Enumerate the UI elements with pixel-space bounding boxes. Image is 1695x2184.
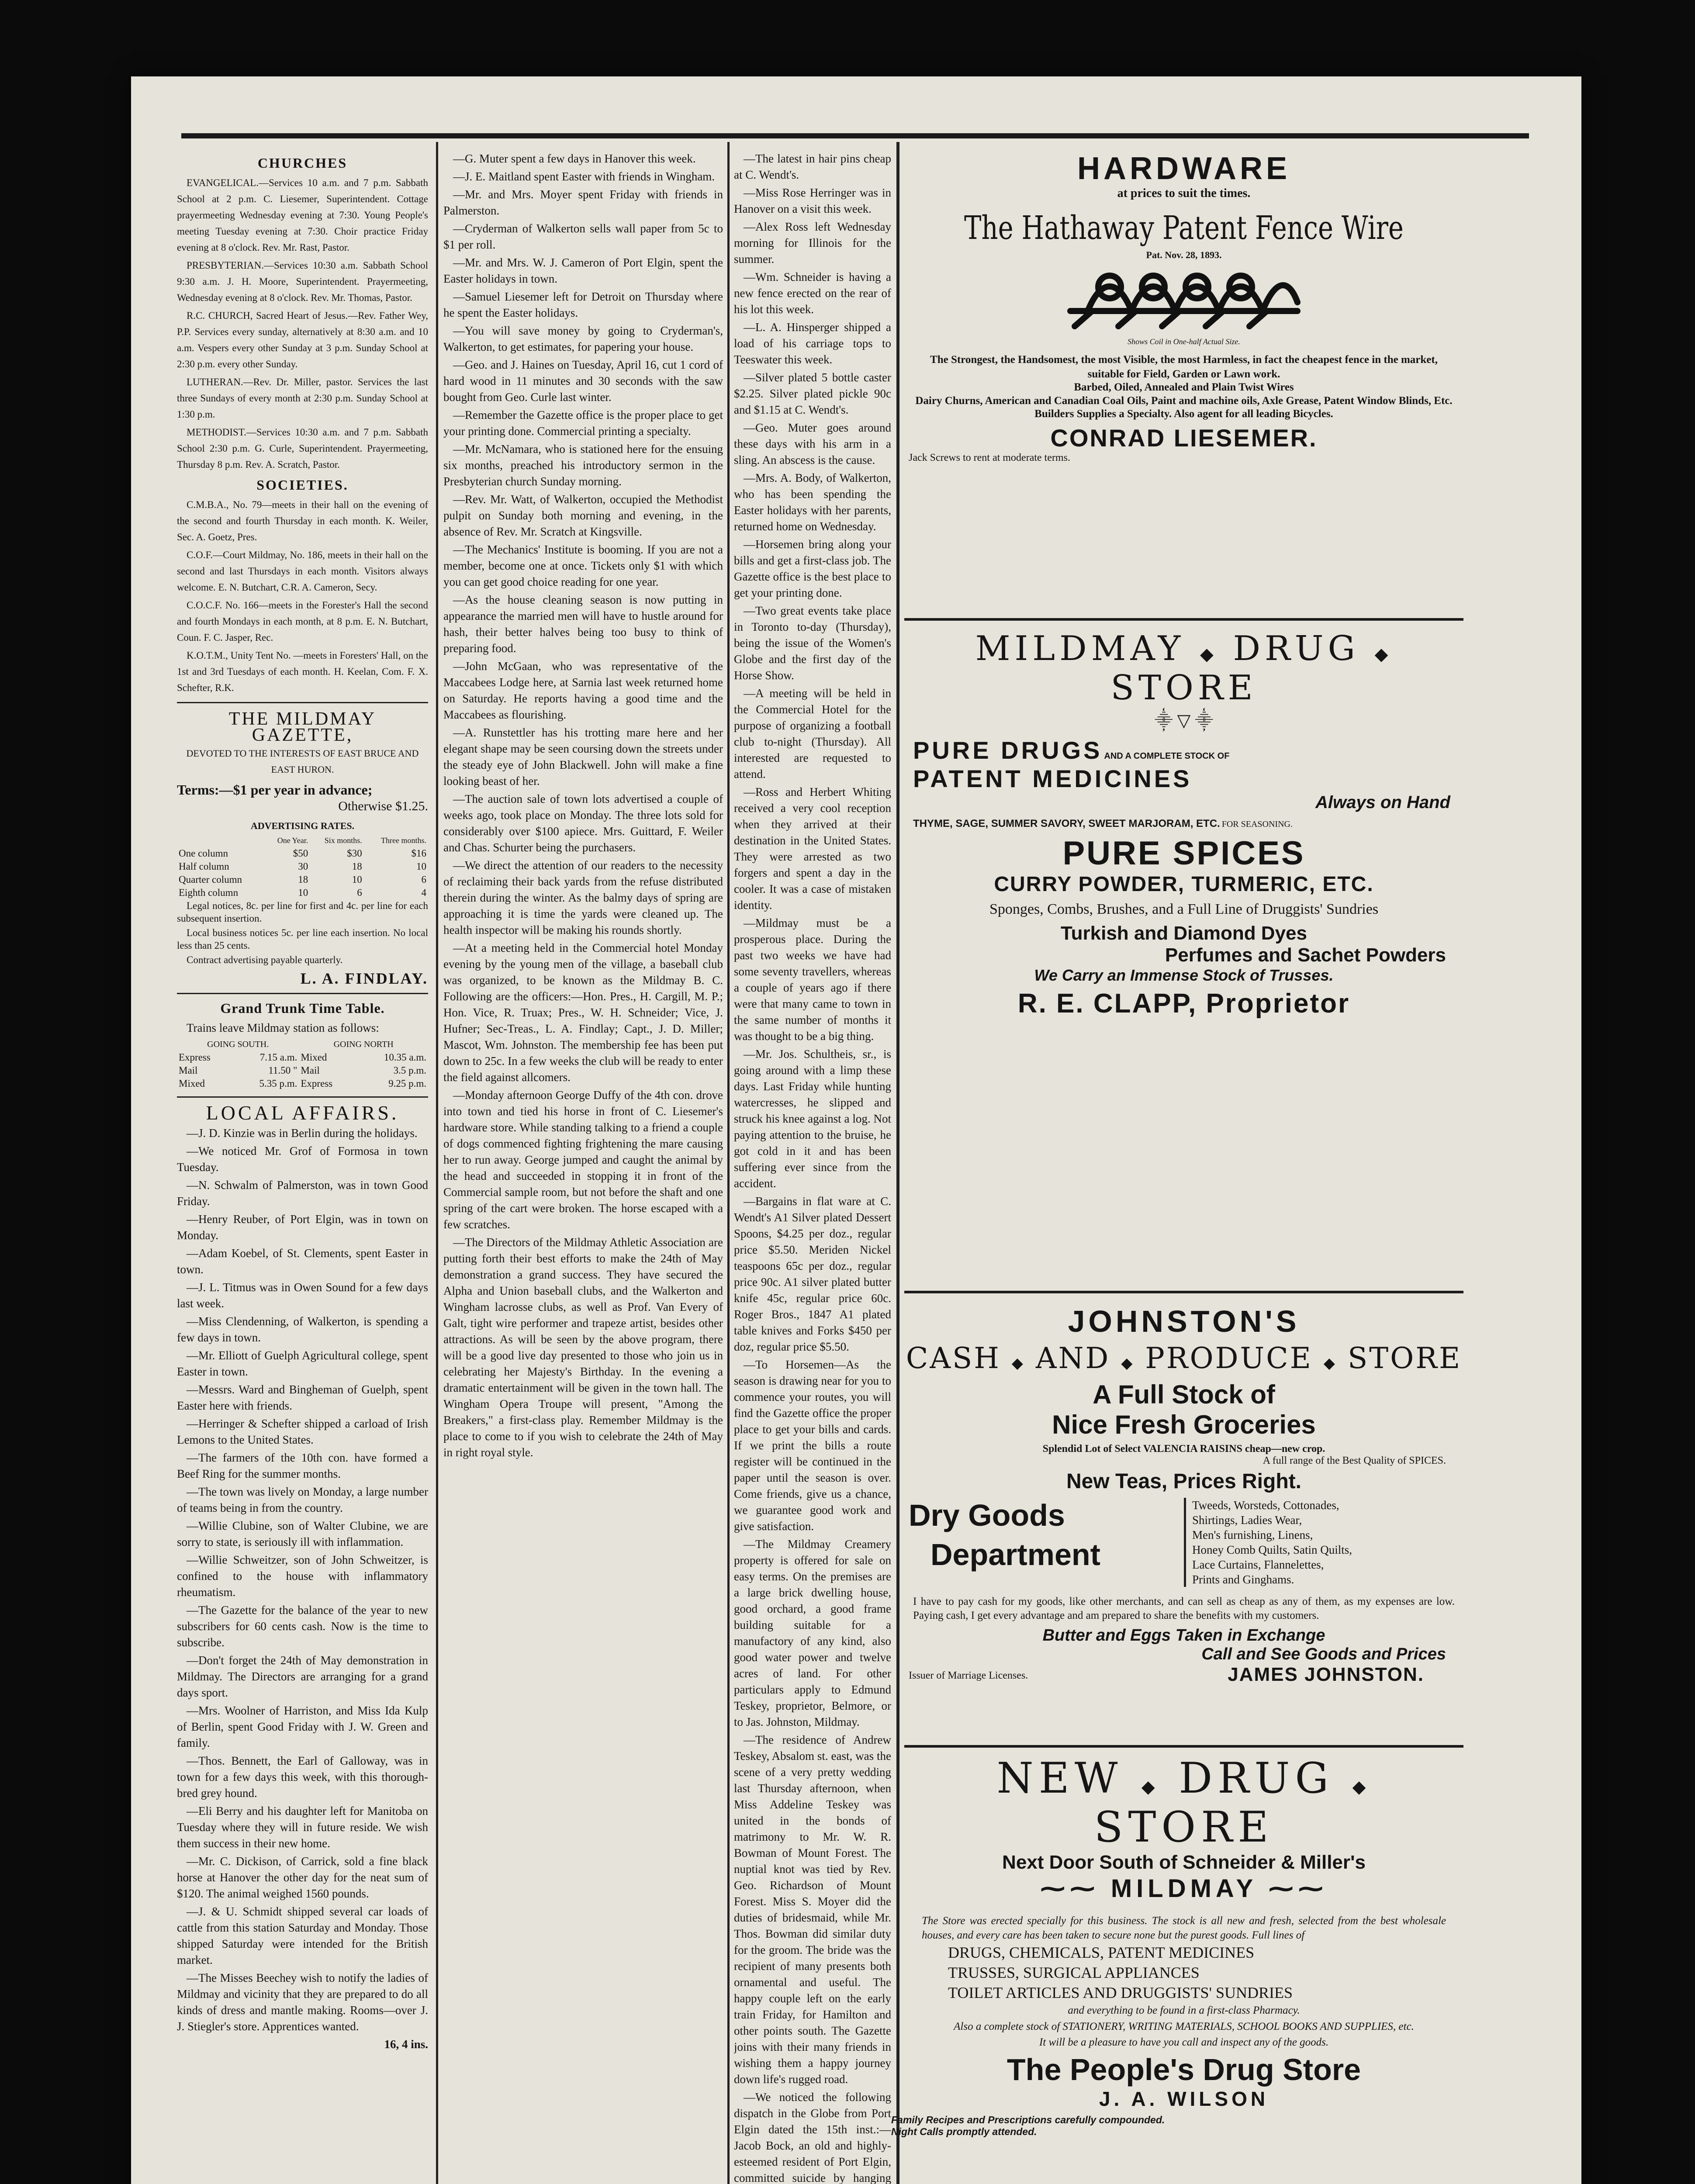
rate-row [177,860,428,873]
church-listing: LUTHERAN.—Rev. Dr. Miller, pastor. Services the last three Sundays of every month at 2:30 p.m. Sunday School at 1:30 p.m. [177,377,428,420]
ad-divider [904,618,1463,621]
society-listing: K.O.T.M., Unity Tent No. —meets in Foresters' Hall, on the 1st and 3rd Tuesdays of each month. H. Keelan, Com. F. X. Schefter, R.K. [177,650,428,693]
word-drug: DRUG [1179,1754,1334,1803]
rate-cell: $50 [293,848,308,859]
cash-policy: I have to pay cash for my goods, like other merchants, and can sell as cheap as any of them, as my expenses are low. Paying cash, I get every advantage and am prepared to share the benefits with my customers. [913,1596,1455,1621]
news-item: —A. Runstettler has his trotting mare here and her elegant shape may be seen coursing down the streets under the steady eye of John Blackwell. John will make a fine looking beast of her. [443,726,723,788]
news-item: —John McGaan, who was representative of the Maccabees Lodge here, at Sarnia last week returned home on Saturday. He reports having a good time and the Maccabees as flourishing. [443,660,723,721]
patent-date: Pat. Nov. 28, 1893. [1146,249,1222,260]
ad-divider [904,1745,1463,1748]
news-item: —J. E. Maitland spent Easter with friends in Wingham. [453,170,715,183]
rate-cell: 6 [421,874,426,885]
night-calls-line: Night Calls promptly attended. [891,2126,1037,2137]
local-item: —Don't forget the 24th of May demonstration in Mildmay. The Directors are arranging for a grand days sport. [177,1654,428,1699]
dry-goods-heading: Dry Goods [909,1498,1065,1532]
new-drug-store-ad [891,1754,1463,2138]
hardware-body-4: Builders Supplies a Specialty. Also agent for all leading Bicycles. [1034,408,1333,420]
rate-cell: 6 [357,887,362,898]
rate-cell: 18 [298,874,308,885]
terms-line-1: Terms:—$1 per year in advance; [177,782,373,798]
advertising-note: Contract advertising payable quarterly. [187,954,343,965]
news-item: —L. A. Hinsperger shipped a load of his carriage tops to Teeswater this week. [734,321,891,366]
local-item: —Adam Koebel, of St. Clements, spent Easter in town. [177,1247,428,1276]
local-item: —Miss Clendenning, of Walkerton, is spending a few days in town. [177,1315,428,1344]
news-item: —Alex Ross left Wednesday morning for Illinois for the summer. [734,220,891,266]
local-item: —The town was lively on Monday, a large number of teams being in from the country. [177,1485,428,1514]
diamond-icon: ◆ [1352,1777,1371,1797]
peoples-drug-store: The People's Drug Store [1007,2053,1361,2087]
news-item: —Mr. McNamara, who is stationed here for the ensuing six months, preached his introductory sermon in the Presbyterian church Sunday morning. [443,442,723,488]
advertising-header-row [177,834,428,847]
gazette-title: THE MILDMAY GAZETTE, [228,709,377,745]
call-see-line: Call and See Goods and Prices [1201,1645,1446,1663]
news-item: —The Mildmay Creamery property is offered for sale on easy terms. On the premises are a large brick dwelling house, good orchard, a good frame building suitable for a manufactory of any kind, also good water power and twelve acres of land. For other particulars apply to Edmund Teskey, proprietor, Belmore, or to Jas. Johnston, Mildmay. [734,1538,891,1728]
rate-column-header [177,834,265,847]
hardware-footer: Jack Screws to rent at moderate terms. [909,452,1070,463]
going-north-label: GOING NORTH [333,1040,394,1049]
top-rule [181,133,1529,138]
rate-cell: 10 [298,887,308,898]
church-listing: PRESBYTERIAN.—Services 10:30 a.m. Sabbath School 9:30 a.m. J. H. Moore, Superintendent. Prayermeeting, Wednesday evening at 8 o'clock. Rev. Mr. Thomas, Pastor. [177,260,428,303]
department-heading: Department [931,1538,1100,1572]
advertising-notes [177,899,428,966]
train-cell: Mixed [301,1052,327,1063]
news-item: —The Directors of the Mildmay Athletic Association are putting forth their best efforts to make the 24th of May demonstration a grand success. They have secured the Alpha and Union baseball clubs, and the Walkerton and Wingham lacrosse clubs, as well as Prof. Van Every of Galt, tight wire performer and trapeze artist, besides other attractions. As will be seen by the above program, there will be a good live day presented to those who join us in celebrating her Majesty's Birthday. In the evening a dramatic entertainment will be given in the town hall. The Wingham Opera Troupe will present, "Among the Breakers," a first-class play. Remember Mildmay is the place to come to if you wish to celebrate the 24th of May in right royal style. [443,1236,723,1459]
patent-medicines: PATENT MEDICINES [913,765,1192,792]
column-2 [443,151,723,2184]
trusses-line: We Carry an Immense Stock of Trusses. [1034,966,1334,984]
column-rule-2 [727,142,730,2184]
new-drug-proprietor: J. A. WILSON [1099,2087,1269,2110]
rate-row [177,886,428,899]
divider [177,702,428,703]
news-item: —Mildmay must be a prosperous place. During the past two weeks we have had some seventy travellers, whereas a couple of years ago if there were that many came to town in the same number of months it was thought to be a big thing. [734,916,891,1043]
diamond-icon: ◆ [1200,644,1218,664]
rate-column-header: Six months. [324,836,362,845]
news-item: —Mrs. A. Body, of Walkerton, who has been spending the Easter holidays with her parents, returned home on Wednesday. [734,471,891,533]
rate-column-header: One Year. [277,836,308,845]
word-store: STORE [1094,1803,1274,1852]
recipes-line: Family Recipes and Prescriptions carefully compounded. [891,2114,1165,2125]
rate-cell: $30 [347,848,362,859]
local-item: —Messrs. Ward and Bingheman of Guelph, spent Easter here with friends. [177,1383,428,1412]
local-items [177,1125,428,2035]
train-cell: 7.15 a.m. [259,1052,297,1063]
train-cell: 9.25 p.m. [388,1078,426,1089]
invitation-line: It will be a pleasure to have you call and inspect any of the goods. [1039,2036,1329,2048]
church-listing: METHODIST.—Services 10:30 a.m. and 7 p.m. Sabbath School 2:30 p.m. G. Curle, Superintendent. Prayermeeting, Thursday 8 p.m. Rev. A. Scratch, Pastor. [177,427,428,470]
train-row [177,1077,428,1090]
news-item: —Rev. Mr. Watt, of Walkerton, occupied the Methodist pulpit on Sunday both morning and evening, in the absence of Rev. Mr. Scratch at Kingsville. [443,493,723,538]
churches-list [177,175,428,473]
local-item: —J. D. Kinzie was in Berlin during the holidays. [187,1127,418,1140]
marriage-licenses: Issuer of Marriage Licenses. [909,1670,1028,1681]
curry-powder: CURRY POWDER, TURMERIC, ETC. [994,873,1374,896]
newspaper-page [131,76,1581,2184]
local-item: —The Gazette for the balance of the year to new subscribers for 60 cents cash. Now is the time to subscribe. [177,1603,428,1649]
news-item: —A meeting will be held in the Commercial Hotel for the purpose of organizing a football club to-night (Thursday). All interested are requested to attend. [734,687,891,781]
rate-cell: 10 [352,874,362,885]
rate-cell: One column [179,848,228,859]
hardware-title: HARDWARE [1077,151,1290,186]
train-row [177,1051,428,1064]
dry-goods-list [1184,1498,1352,1587]
johnston-proprietor: JAMES JOHNSTON. [1228,1664,1424,1685]
spices-line: A full range of the Best Quality of SPICES. [1263,1455,1446,1466]
local-item: —We noticed Mr. Grof of Formosa in town Tuesday. [177,1144,428,1174]
column-1 [177,151,428,2184]
word-store: STORE [1347,1341,1462,1375]
train-cell: 10.35 a.m. [384,1052,426,1063]
news-item: —The auction sale of town lots advertised a couple of weeks ago, took place on Monday. The three lots sold for considerably over $100 apiece. Mrs. Guittard, F. Weiler and Chas. Schurter being the purchasers. [443,792,723,854]
train-cell: Mixed [179,1078,205,1089]
place-name: MILDMAY [1110,1874,1257,1903]
advertising-heading: ADVERTISING RATES. [250,820,355,831]
word-cash: CASH [906,1341,1001,1375]
rate-cell: 10 [416,861,426,872]
rate-cell: Eighth column [179,887,239,898]
news-item: —Horsemen bring along your bills and get a first-class job. The Gazette office is the best place to get your printing done. [734,538,891,599]
news-item: —Samuel Liesemer left for Detroit on Thursday where he spent the Easter holidays. [443,290,723,319]
ornament-icon: ⸎ ▽ ⸎ [1154,711,1214,730]
church-listing: R.C. CHURCH, Sacred Heart of Jesus.—Rev. Father Wey, P.P. Services every sunday, alternatively at 8:30 a.m. and 10 a.m. Vespers every other Sunday at 3 p.m. Sunday School at 2:30 p.m. every other Sunday. [177,310,428,370]
word-and: AND [1035,1341,1110,1375]
johnston-footer [904,1664,1463,1690]
hardware-subtitle: at prices to suit the times. [1117,187,1251,200]
column-2-items [443,151,723,1461]
train-cell: 11.50 " [268,1065,297,1076]
news-item: —G. Muter spent a few days in Hanover this week. [453,152,696,165]
perfumes-line: Perfumes and Sachet Powders [1165,944,1446,966]
local-item: —J. L. Titmus was in Owen Sound for a few days last week. [177,1281,428,1310]
pharmacy-line: and everything to be found in a first-class Pharmacy. [1068,2004,1300,2016]
news-item: —Monday afternoon George Duffy of the 4th con. drove into town and tied his horse in front of C. Liesemer's hardware store. While standing talking to a friend a couple of dogs commenced fighting frightening the mare causing her to run away. George jumped and caught the animal by the head and succeeded in stopping it in front of the Commercial sample room, but not before the shaft and one spring of the cart were broken. The horse escaped with a few scratches. [443,1089,723,1231]
johnstons-title: JOHNSTON'S [1068,1304,1300,1338]
local-item: —Willie Schweitzer, son of John Schweitzer, is confined to the house with inflammatory rheumatism. [177,1553,428,1599]
news-item: —Geo. Muter goes around these days with his arm in a sling. An abscess is the cause. [734,421,891,467]
dry-goods-item: Lace Curtains, Flannelettes, [1192,1558,1324,1571]
store-description: The Store was erected specially for this business. The stock is all new and fresh, selected from the best wholesale houses, and every care has been taken to secure none but the purest goods. Full lines of [922,1915,1446,1941]
dry-goods-item: Shirtings, Ladies Wear, [1192,1514,1302,1527]
diamond-icon: ◆ [1374,644,1393,664]
sponges-line: Sponges, Combs, Brushes, and a Full Line of Druggists' Sundries [989,901,1379,917]
butter-eggs-line: Butter and Eggs Taken in Exchange [1042,1626,1325,1645]
divider [177,1096,428,1098]
new-teas-line: New Teas, Prices Right. [1066,1470,1301,1493]
news-item: —Wm. Schneider is having a new fence erected on the rear of his lot this week. [734,270,891,316]
gazette-subtitle: DEVOTED TO THE INTERESTS OF EAST BRUCE AND EAST HURON. [186,748,419,775]
stationery-line: Also a complete stock of STATIONERY, WRITING MATERIALS, SCHOOL BOOKS AND SUPPLIES, etc. [954,2021,1414,2032]
herbs-line [913,818,1463,830]
news-item: —The latest in hair pins cheap at C. Wendt's. [734,152,891,181]
local-item: —The Misses Beechey wish to notify the ladies of Mildmay and vicinity that they are prepared to do all kinds of dress and mantle making. Rooms—over J. J. Stiegler's store. Apprentices wanted. [177,1971,428,2033]
local-item: —Mr. C. Dickison, of Carrick, sold a fine black horse at Hanover the other day for the neat sum of $120. The animal weighed 1560 pounds. [177,1855,428,1900]
news-item: —Mr. Jos. Schultheis, sr., is going around with a limp these days. Last Friday while hunting watercresses, he slipped and struck his knee against a log. Not paying attention to the bruise, he got cold in it and has been suffering ever since from the accident. [734,1047,891,1190]
word-produce: PRODUCE [1145,1341,1313,1375]
society-listing: C.M.B.A., No. 79—meets in their hall on the evening of the second and fourth Thursday in each month. K. Weiler, Sec. A. Goetz, Pres. [177,499,428,543]
cash-produce-store [904,1341,1463,1375]
complete-stock-text: AND A COMPLETE STOCK OF [1104,751,1230,761]
society-listing: C.O.C.F. No. 166—meets in the Forester's Hall the second and fourth Mondays in each month, at 8 p.m. E. N. Butchart, Coun. F. C. Jasper, Rec. [177,600,428,643]
train-cell: Express [301,1078,333,1089]
news-item: —The residence of Andrew Teskey, Absalom st. east, was the scene of a very pretty wedding last Thursday afternoon, when Miss Addeline Teskey was united in the bonds of matrimony to Mr. W. R. Bowman of Mount Forest. The nuptial knot was tied by Rev. Geo. Richardson of Mount Forest. Miss S. Moyer did the duties of bridesmaid, while Mr. Thos. Bowman did similar duty for the groom. The bride was the recipient of many presents both ornamental and useful. The happy couple left on the early train Friday, for Hamilton and other points south. The Gazette joins with their many friends in wishing them a happy journey down life's rugged road. [734,1733,891,2086]
timetable-intro: Trains leave Mildmay station as follows: [187,1021,379,1034]
product-lines [948,1942,1463,2003]
news-item: —Remember the Gazette office is the proper place to get your printing done. Commercial printing a specialty. [443,408,723,438]
advertising-note: Legal notices, 8c. per line for first and 4c. per line for each subsequent insertion. [177,900,428,924]
terms-line-2: Otherwise $1.25. [338,799,428,813]
local-affairs-heading: LOCAL AFFAIRS. [206,1102,399,1124]
pure-spices: PURE SPICES [1062,835,1305,872]
full-stock-line: A Full Stock of [1093,1380,1275,1409]
news-item: —We direct the attention of our readers to the necessity of reclaiming their back yards from the refuse distributed therein during the winter. As the balmy days of spring are approaching it is time the yards were cleaned up. The health inspector will be making his rounds shortly. [443,859,723,936]
local-item: —The farmers of the 10th con. have formed a Beef Ring for the summer months. [177,1451,428,1480]
pure-drugs-line [913,736,1463,764]
dry-goods-item: Honey Comb Quilts, Satin Quilts, [1192,1543,1353,1556]
divider [177,993,428,994]
title-word-drug: DRUG [1233,629,1359,668]
news-item: —Geo. and J. Haines on Tuesday, April 16, cut 1 cord of hard wood in 11 minutes and 30 seconds with the saw bought from Geo. Curle last winter. [443,358,723,404]
advertising-note: Local business notices 5c. per line each insertion. No local less than 25 cents. [177,927,428,951]
advertisements [891,151,1463,2184]
local-item: —Thos. Bennett, the Earl of Galloway, was in town for a few days this week, with this thorough-bred grey hound. [177,1754,428,1800]
local-item: —Mr. Elliott of Guelph Agricultural college, spent Easter in town. [177,1349,428,1378]
local-item: —Eli Berry and his daughter left for Manitoba on Tuesday where they will in future reside. We wish them success in their new home. [177,1804,428,1850]
rate-row [177,873,428,886]
news-item: —To Horsemen—As the season is drawing near for you to commence your routes, you will find the Gazette office the proper place to get your bills and cards. If we print the bills a route register will be continued in the paper until the season is over. Come friends, give us a chance, we guarantee good work and give satisfaction. [734,1358,891,1533]
train-row [177,1064,428,1077]
local-item: —Herringer & Schefter shipped a carload of Irish Lemons to the United States. [177,1417,428,1446]
local-item: —J. & U. Schmidt shipped several car loads of cattle from this station Saturday and Monday. Those shipped Saturday were intended for the British market. [177,1905,428,1966]
train-cell: 3.5 p.m. [393,1065,426,1076]
fence-wire-headline: The Hathaway Patent Fence Wire [964,209,1404,247]
fence-wire-illustration [1062,261,1306,335]
illustration-caption: Shows Coil in One-half Actual Size. [1128,337,1240,346]
ornament-icon: ⁓⁓ [1268,1874,1328,1903]
rate-cell: Half column [179,861,229,872]
pure-drugs-text: PURE DRUGS [913,736,1103,764]
ornament-icon: ⁓⁓ [1040,1874,1100,1903]
raisins-line: Splendid Lot of Select VALENCIA RAISINS cheap—new crop. [1042,1443,1325,1455]
society-listing: C.O.F.—Court Mildmay, No. 186, meets in their hall on the second and last Thursdays in each month. Visitors always welcome. E. N. Butchart, C.R. A. Cameron, Secy. [177,549,428,593]
new-drug-store-title [904,1754,1463,1852]
local-item: —Willie Clubine, son of Walter Clubine, we are sorry to state, is seriously ill with inflammation. [177,1519,428,1548]
publisher-name: L. A. FINDLAY. [300,970,428,987]
mildmay-drug-ad [904,629,1463,1019]
train-cell: Express [179,1052,211,1063]
dry-goods-item: Men's furnishing, Linens, [1192,1528,1313,1541]
advertising-rates-table [177,834,428,899]
hardware-body-3: Dairy Churns, American and Canadian Coal Oils, Paint and machine oils, Axle Grease, Patent Window Blinds, Etc. [915,395,1453,407]
rate-column-header: Three months. [381,836,426,845]
news-item: —The Mechanics' Institute is booming. If you are not a member, become one at once. Tickets only $1 with which you can get good choice reading for one year. [443,543,723,588]
column-rule-3 [896,142,899,2184]
news-item: —Miss Rose Herringer was in Hanover on a visit this week. [734,186,891,215]
herbs-text: THYME, SAGE, SUMMER SAVORY, SWEET MARJORAM, ETC. [913,818,1220,829]
societies-list [177,497,428,696]
column-3-text [734,151,891,2184]
timetable-heading: Grand Trunk Time Table. [220,1000,385,1016]
local-item: —N. Schwalm of Palmerston, was in town Good Friday. [177,1178,428,1208]
news-item: —Silver plated 5 bottle caster $2.25. Silver plated pickle 90c and $1.15 at C. Wendt's. [734,371,891,416]
news-item: —At a meeting held in the Commercial hotel Monday evening by the young men of the village, a baseball club was organized, to be known as the Mildmay B. C. Following are the officers:—Hon. Pres., H. Cargill, M. P.; Hon. Vice, R. Truax; Pres., W. H. Schneider; Vice, J. Hufner; Sec-Treas., L. A. Findlay; Capt., J. D. Miller; Mascot, Wm. Johnston. The membership fee has been put down to 25c. In a few weeks the club will be ready to enter the field against allcomers. [443,941,723,1084]
rate-cell: Quarter column [179,874,242,885]
drug-proprietor: R. E. CLAPP, Proprietor [1017,988,1350,1019]
news-item: —As the house cleaning season is now putting in appearance the married men will have to hustle around for hash, their better halves being too busy to think of preparing food. [443,593,723,655]
going-south-label: GOING SOUTH. [207,1040,269,1049]
johnstons-ad [904,1304,1463,1690]
news-item: —You will save money by going to Cryderman's, Walkerton, to get estimates, for papering your house. [443,324,723,353]
diamond-icon: ◆ [1141,1777,1160,1797]
hardware-ad [904,151,1463,464]
news-item: —Mr. and Mrs. Moyer spent Friday with friends in Palmerston. [443,188,723,217]
news-item: —We noticed the following dispatch in the Globe from Port Elgin dated the 15th inst.:—Jacob Bock, an old and highly-esteemed resident of Port Elgin, committed suicide by hanging [734,2091,891,2184]
seasoning-text: FOR SEASONING. [1221,819,1293,829]
word-new: NEW [996,1754,1123,1803]
title-word-store: STORE [1110,668,1257,708]
societies-heading: SOCIETIES. [256,477,349,493]
product-line: DRUGS, CHEMICALS, PATENT MEDICINES [948,1944,1255,1961]
diamond-icon: ◆ [1121,1355,1135,1372]
groceries-line: Nice Fresh Groceries [1052,1410,1316,1439]
diamond-icon: ◆ [1323,1355,1337,1372]
hardware-proprietor: CONRAD LIESEMER. [1050,424,1318,452]
column-3-items [734,151,891,2184]
local-item: —Henry Reuber, of Port Elgin, was in town on Monday. [177,1213,428,1242]
train-cell: 5.35 p.m. [259,1078,297,1089]
rate-cell: 18 [352,861,362,872]
dry-goods-block [904,1498,1463,1590]
churches-heading: CHURCHES [257,155,348,171]
news-item: —Cryderman of Walkerton sells wall paper from 5c to $1 per roll. [443,222,723,251]
church-listing: EVANGELICAL.—Services 10 a.m. and 7 p.m. Sabbath School at 2 p.m. C. Liesemer, Superintendent. Cottage prayermeeting Wednesday evening at 7:30. Young People's meeting Tuesday evening at 7:30. Choir practice Friday evening at 8 o'clock. Rev. Mr. Rast, Pastor. [177,177,428,253]
news-item: —Bargains in flat ware at C. Wendt's A1 Silver plated Dessert Spoons, $4.25 per doz., regular price $5.50. Meriden Nickel teaspoons 65c per doz., regular price 90c. A1 silver plated butter knife 45c, regular price 60c. Roger Bros., 1847 A1 plated table knives and Forks $450 per doz, regular price $5.50. [734,1195,891,1353]
product-line: TRUSSES, SURGICAL APPLIANCES [948,1964,1200,1981]
rate-cell: 30 [298,861,308,872]
news-item: —Two great events take place in Toronto to-day (Thursday), being the issue of the Women's Globe and the first day of the Horse Show. [734,604,891,682]
dry-goods-item: Prints and Ginghams. [1192,1573,1294,1586]
local-item: —Mrs. Woolner of Harriston, and Miss Ida Kulp of Berlin, spent Good Friday with J. W. Green and family. [177,1704,428,1749]
rate-row [177,847,428,860]
train-cell: Mail [301,1065,320,1076]
product-line: TOILET ARTICLES AND DRUGGISTS' SUNDRIES [948,1984,1293,2001]
location-line: Next Door South of Schneider & Miller's [1002,1852,1366,1873]
column-rule-1 [436,142,438,2184]
hardware-body-1: The Strongest, the Handsomest, the most Visible, the most Harmless, in fact the cheapest fence in the market, suitable for Field, Garden or Lawn work. [930,354,1438,380]
rate-cell: 4 [421,887,426,898]
title-word-mildmay: MILDMAY [975,629,1185,668]
news-item: —Mr. and Mrs. W. J. Cameron of Port Elgin, spent the Easter holidays in town. [443,256,723,285]
ad-divider [904,1291,1463,1293]
timetable [177,1038,428,1090]
mildmay-place [904,1873,1463,1903]
dry-goods-item: Tweeds, Worsteds, Cottonades, [1192,1499,1339,1512]
train-cell: Mail [179,1065,198,1076]
hardware-body-2: Barbed, Oiled, Annealed and Plain Twist Wires [1074,381,1294,393]
diamond-icon: ◆ [1011,1355,1025,1372]
news-item: —Ross and Herbert Whiting received a very cool reception when they arrived at their destination in the United States. They were arrested as two forgers and spent a day in the cooler. It was a case of mistaken identity. [734,785,891,912]
always-on-hand: Always on Hand [1315,793,1450,812]
rate-cell: $16 [411,848,426,859]
drug-store-title [904,629,1463,708]
ad-tail-note: 16, 4 ins. [384,2038,428,2051]
dyes-line: Turkish and Diamond Dyes [1061,923,1307,944]
